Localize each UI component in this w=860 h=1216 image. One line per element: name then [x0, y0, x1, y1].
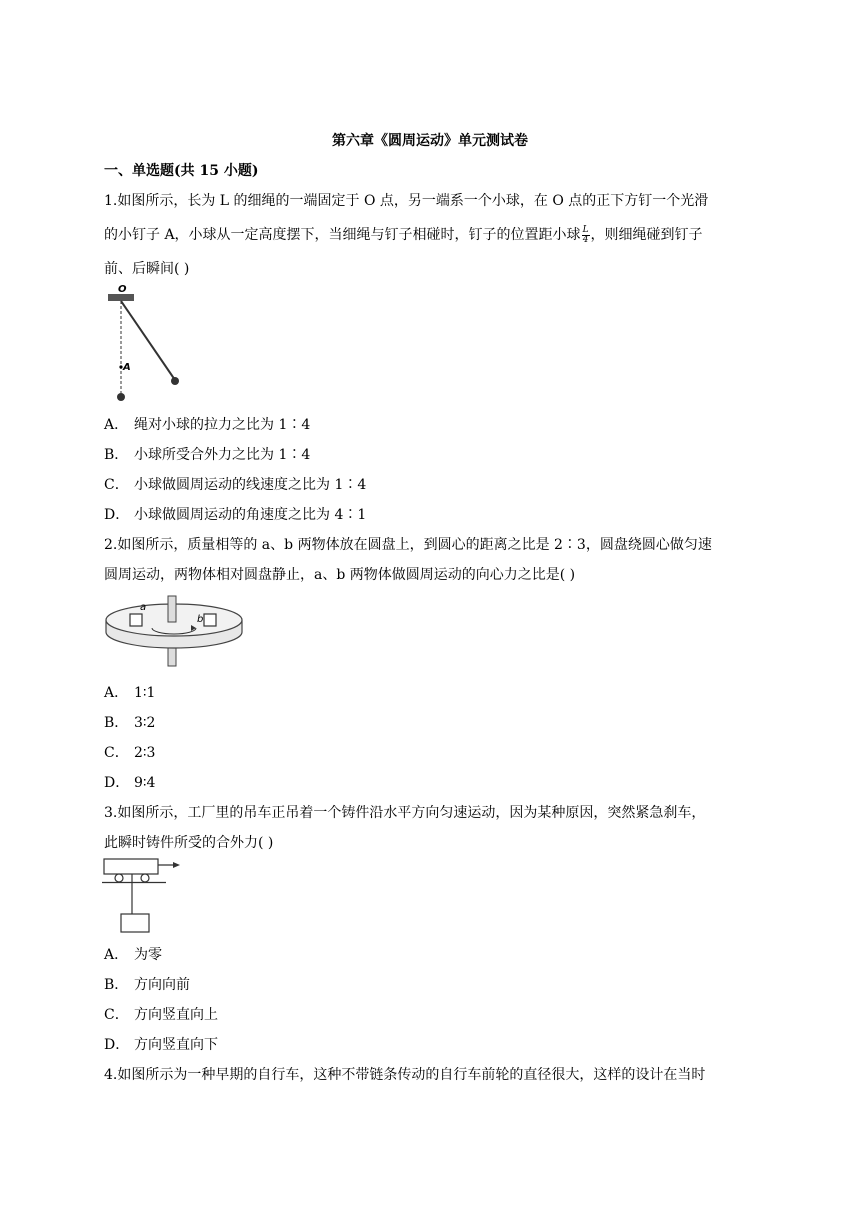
q2-disk-figure [104, 592, 244, 668]
q1-line1: 1.如图所示，长为 L 的细绳的一端固定于 O 点，另一端系一个小球，在 O 点的正下方钉一个光滑 [104, 193, 709, 209]
page-title: 第六章《圆周运动》单元测试卷 [332, 133, 528, 149]
q1-ceiling-bar [108, 294, 134, 301]
q1-option-d: D． 小球做圆周运动的角速度之比为 4∶1 [104, 507, 367, 523]
q2-option-b: B． 3∶2 [104, 715, 156, 731]
q3-trolley-body [104, 859, 158, 874]
q3-option-d: D． 方向竖直向下 [104, 1037, 218, 1053]
q3-casting [121, 914, 149, 932]
q1-option-b: B． 小球所受合外力之比为 1∶4 [104, 447, 311, 463]
q2-option-d: D． 9∶4 [104, 775, 156, 791]
q3-line2: 此瞬时铸件所受的合外力( ) [104, 835, 274, 851]
q1-frac-num: L [582, 224, 589, 235]
q1-option-a: A． 绳对小球的拉力之比为 1∶4 [104, 417, 311, 433]
q2-option-c: C． 2∶3 [104, 745, 156, 761]
q2-fig-label-a: a [140, 602, 147, 613]
q3-crane-figure [100, 854, 184, 934]
q3-line1: 3.如图所示，工厂里的吊车正吊着一个铸件沿水平方向匀速运动，因为某种原因，突然紧急刹车， [104, 805, 706, 821]
q1-fraction [582, 226, 590, 245]
q1-line2-post: ，则细绳碰到钉子 [590, 227, 703, 243]
q1-frac-den: 4 [582, 234, 589, 245]
q1-option-c: C． 小球做圆周运动的线速度之比为 1∶4 [104, 477, 367, 493]
q3-option-b: B． 方向向前 [104, 977, 190, 993]
q1-line2-pre: 的小钉子 A，小球从一定高度摆下，当细绳与钉子相碰时，钉子的位置距小球 [104, 227, 581, 243]
q1-fig-label-a: A [123, 362, 131, 373]
q4-line1: 4.如图所示为一种早期的自行车，这种不带链条传动的自行车前轮的直径很大，这样的设计在当时 [104, 1067, 706, 1083]
q2-line2: 圆周运动，两物体相对圆盘静止，a、b 两物体做圆周运动的向心力之比是( ) [104, 567, 576, 583]
q2-block-a [130, 614, 142, 626]
section-heading: 一、单选题(共 15 小题) [104, 163, 259, 179]
q1-ball-bottom [117, 393, 125, 401]
q2-axle-upper [168, 596, 176, 622]
q3-wheel-left [115, 874, 123, 882]
q3-option-a: A． 为零 [104, 947, 162, 963]
q2-fig-label-b: b [197, 614, 204, 625]
q2-line1: 2.如图所示，质量相等的 a、b 两物体放在圆盘上，到圆心的距离之比是 2∶3，圆盘绕圆心做匀速 [104, 537, 712, 553]
q3-wheel-right [141, 874, 149, 882]
q1-ball-swung [171, 377, 179, 385]
q2-option-a: A． 1∶1 [104, 685, 156, 701]
q1-line3: 前、后瞬间( ) [104, 261, 190, 277]
q1-line2 [104, 224, 703, 245]
q1-pendulum-figure [104, 282, 190, 404]
q3-option-c: C． 方向竖直向上 [104, 1007, 218, 1023]
q2-block-b [204, 614, 216, 626]
q1-fig-label-o: O [118, 284, 127, 295]
